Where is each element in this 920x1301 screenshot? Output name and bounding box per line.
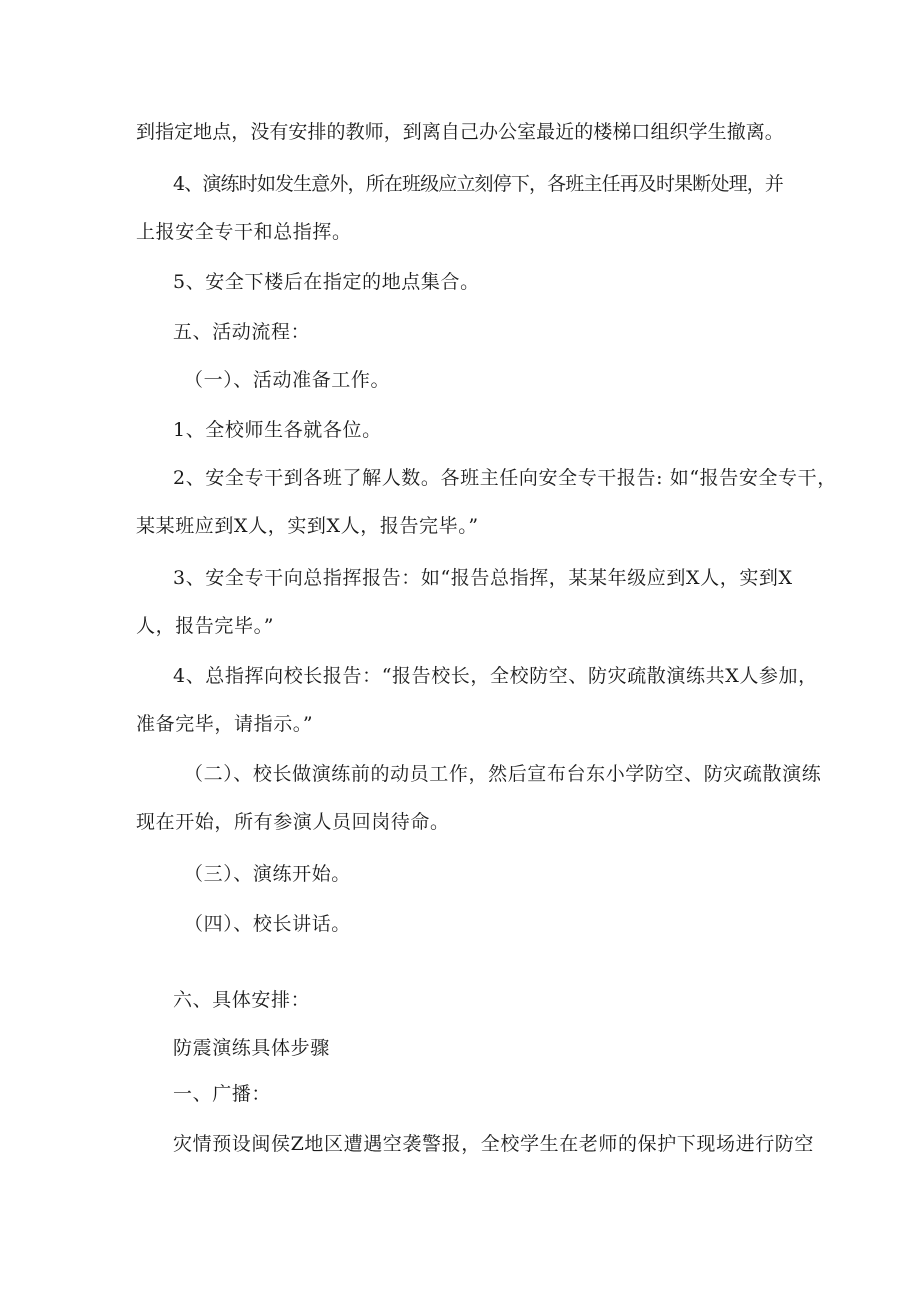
body-text-line: 2、安全专干到各班了解人数。各班主任向安全专干报告: 如“报告安全专干， bbox=[173, 467, 837, 489]
body-text-line: 某某班应到X人，实到X人，报告完毕。” bbox=[136, 515, 479, 537]
subsection-heading: （二）、校长做演练前的动员工作，然后宣布台东小学防空、防灾疏散演练 bbox=[184, 763, 822, 785]
subsection-heading: （一）、活动准备工作。 bbox=[184, 369, 391, 391]
body-text-line: 4、演练时如发生意外，所在班级应立刻停下，各班主任再及时果断处理，并 bbox=[173, 173, 784, 195]
body-text-line: 防震演练具体步骤 bbox=[173, 1037, 330, 1059]
subsection-heading: （三）、演练开始。 bbox=[184, 863, 351, 885]
section-heading: 一、广播： bbox=[173, 1083, 272, 1105]
body-text-line: 现在开始，所有参演人员回岗待命。 bbox=[136, 811, 450, 833]
body-text-line: 4、总指挥向校长报告：“报告校长，全校防空、防灾疏散演练共X人参加， bbox=[173, 665, 818, 687]
section-heading: 五、活动流程： bbox=[173, 321, 311, 343]
body-text-line: 1、全校师生各就各位。 bbox=[173, 419, 382, 441]
subsection-heading: （四）、校长讲话。 bbox=[184, 913, 351, 935]
body-text-line: 人，报告完毕。” bbox=[136, 615, 275, 637]
body-text-line: 5、安全下楼后在指定的地点集合。 bbox=[173, 271, 480, 293]
body-text-line: 到指定地点，没有安排的教师，到离自己办公室最近的楼梯口组织学生撤离。 bbox=[136, 121, 784, 143]
body-text-line: 准备完毕，请指示。” bbox=[136, 713, 314, 735]
body-text-line: 上报安全专干和总指挥。 bbox=[136, 221, 352, 243]
body-text-line: 灾情预设闽侯Z地区遭遇空袭警报，全校学生在老师的保护下现场进行防空 bbox=[173, 1133, 815, 1155]
body-text-line: 3、安全专干向总指挥报告：如“报告总指挥，某某年级应到X人，实到X bbox=[173, 567, 793, 589]
section-heading: 六、具体安排： bbox=[173, 989, 311, 1011]
